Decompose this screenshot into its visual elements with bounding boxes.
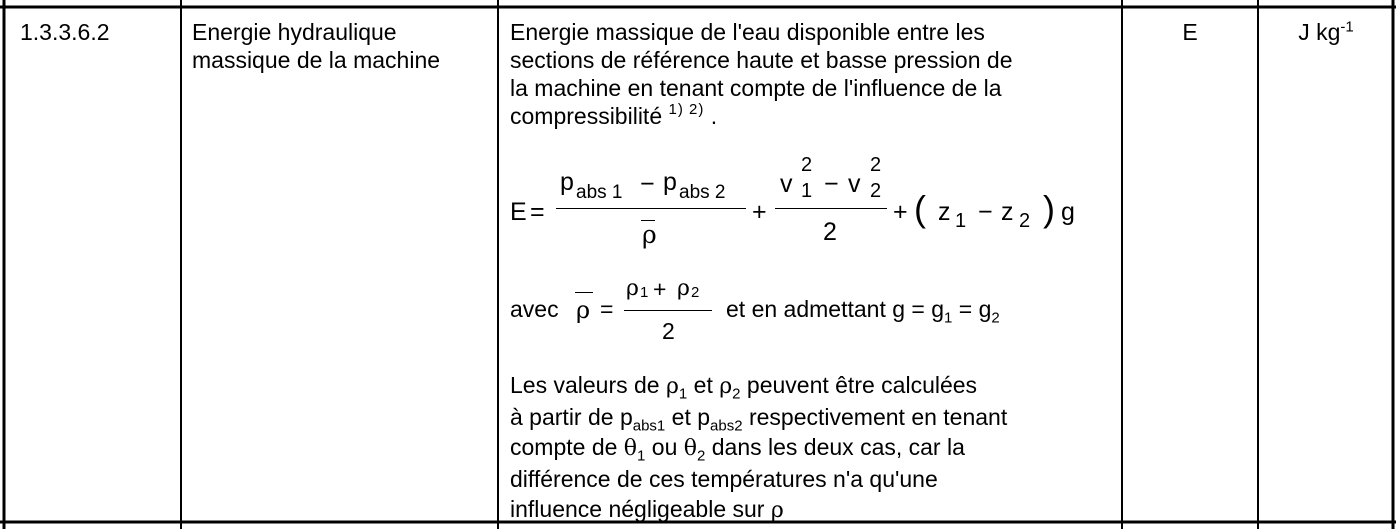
- unit-base: J kg: [1298, 19, 1341, 45]
- subscript-one: 1: [678, 385, 688, 403]
- subscript-one: 1: [801, 180, 813, 202]
- notes-text: ou: [651, 434, 678, 460]
- term-line: Energie hydraulique: [192, 19, 397, 45]
- abs2-subscript: abs2: [710, 417, 743, 435]
- z-symbol: z: [1001, 198, 1014, 226]
- notes-line: différence de ces températures n'a qu'une: [510, 466, 938, 492]
- avec-gravity-text: [726, 296, 1000, 327]
- notes-text: influence négligeable sur: [510, 496, 765, 522]
- pressure-symbol: p: [560, 168, 574, 196]
- minus-sign: −: [640, 170, 655, 198]
- plus-sign: +: [653, 276, 667, 302]
- theta-symbol: θ: [683, 436, 698, 461]
- notes-text: dans les deux cas, car la: [711, 434, 965, 460]
- definition-line: la machine en tenant compte de l'influence de la: [510, 75, 1002, 101]
- abs1-subscript: abs 1: [576, 182, 623, 203]
- avec-word: avec: [510, 296, 559, 322]
- definition-word: compressibilité: [510, 103, 663, 129]
- notes-text: Les valeurs de: [510, 372, 660, 398]
- notes-text: peuvent être calculées: [746, 372, 978, 398]
- notes-text: compte de: [510, 434, 618, 460]
- denominator-two: 2: [823, 218, 837, 246]
- quantity-symbol: E: [1182, 19, 1198, 45]
- abs1-subscript: abs1: [632, 417, 666, 435]
- unit-exponent: -1: [1340, 18, 1354, 36]
- definition-line: Energie massique de l'eau disponible entre les: [510, 19, 985, 45]
- notes-text: respectivement en tenant: [748, 404, 1008, 430]
- subscript-two: 2: [697, 447, 706, 465]
- minus-sign: −: [978, 198, 993, 226]
- left-paren: (: [914, 188, 926, 229]
- formula-equals: =: [530, 198, 545, 226]
- theta-symbol: θ: [623, 436, 638, 461]
- denominator-two: 2: [662, 318, 675, 344]
- term-name: [192, 18, 440, 74]
- fraction-bar: [624, 310, 712, 311]
- fraction-bar: [775, 208, 887, 209]
- rho-symbol: ρ: [665, 374, 679, 399]
- plus-sign: +: [752, 198, 767, 226]
- energy-formula: [510, 150, 1110, 260]
- fraction-bar: [556, 208, 746, 209]
- velocity-symbol: v: [848, 170, 861, 198]
- rho-symbol: ρ: [626, 276, 639, 301]
- notes-line: [510, 494, 1120, 526]
- notes-line: [510, 402, 1120, 435]
- rho-symbol: ρ: [719, 374, 733, 399]
- right-paren: ): [1043, 188, 1055, 229]
- definition-period: .: [710, 103, 718, 129]
- formula-lhs: E: [510, 198, 527, 226]
- definition-text: [510, 18, 1110, 134]
- g-symbol: g: [1061, 198, 1075, 226]
- footnote-refs: 1) 2): [668, 101, 705, 118]
- exponent-two: 2: [801, 154, 813, 176]
- subscript-two: 2: [691, 284, 700, 301]
- notes-paragraph: [510, 370, 1120, 526]
- subscript-two: 2: [732, 385, 741, 403]
- rho-bar-symbol: ρ: [642, 220, 657, 249]
- notes-line: [510, 432, 1120, 464]
- rho-symbol: ρ: [677, 276, 690, 301]
- gravity-text: et en admettant g = g: [726, 296, 945, 322]
- unit-cell: [1258, 18, 1394, 46]
- item-number: 1.3.3.6.2: [20, 19, 110, 45]
- pressure-symbol: p: [663, 168, 677, 196]
- subscript-one: 1: [637, 447, 646, 465]
- definition-line: sections de référence haute et basse pression de: [510, 47, 1013, 73]
- gravity-equals: = g: [952, 296, 992, 322]
- plus-sign: +: [893, 198, 908, 226]
- notes-text: à partir de p: [510, 404, 633, 430]
- subscript-one: 1: [955, 210, 967, 232]
- rho-overbar: [575, 292, 593, 293]
- velocity-symbol: v: [780, 170, 793, 198]
- subscript-one: 1: [640, 284, 649, 301]
- subscript-one: 1: [944, 309, 953, 327]
- exponent-two: 2: [870, 154, 882, 176]
- term-line: massique de la machine: [192, 47, 441, 73]
- subscript-two: 2: [1019, 210, 1031, 232]
- definition-line: [510, 102, 1110, 134]
- abs2-subscript: abs 2: [679, 182, 726, 203]
- avec-equals: =: [600, 296, 614, 322]
- notes-text: et p: [671, 404, 711, 430]
- average-density-formula: [510, 278, 1110, 348]
- notes-line: [510, 370, 1120, 402]
- rho-symbol: ρ: [770, 498, 784, 523]
- subscript-two: 2: [870, 180, 882, 202]
- z-symbol: z: [938, 198, 951, 226]
- rho-bar-symbol: ρ: [576, 296, 591, 324]
- notes-text: et: [693, 372, 713, 398]
- minus-sign: −: [824, 170, 839, 198]
- subscript-two: 2: [991, 309, 1000, 327]
